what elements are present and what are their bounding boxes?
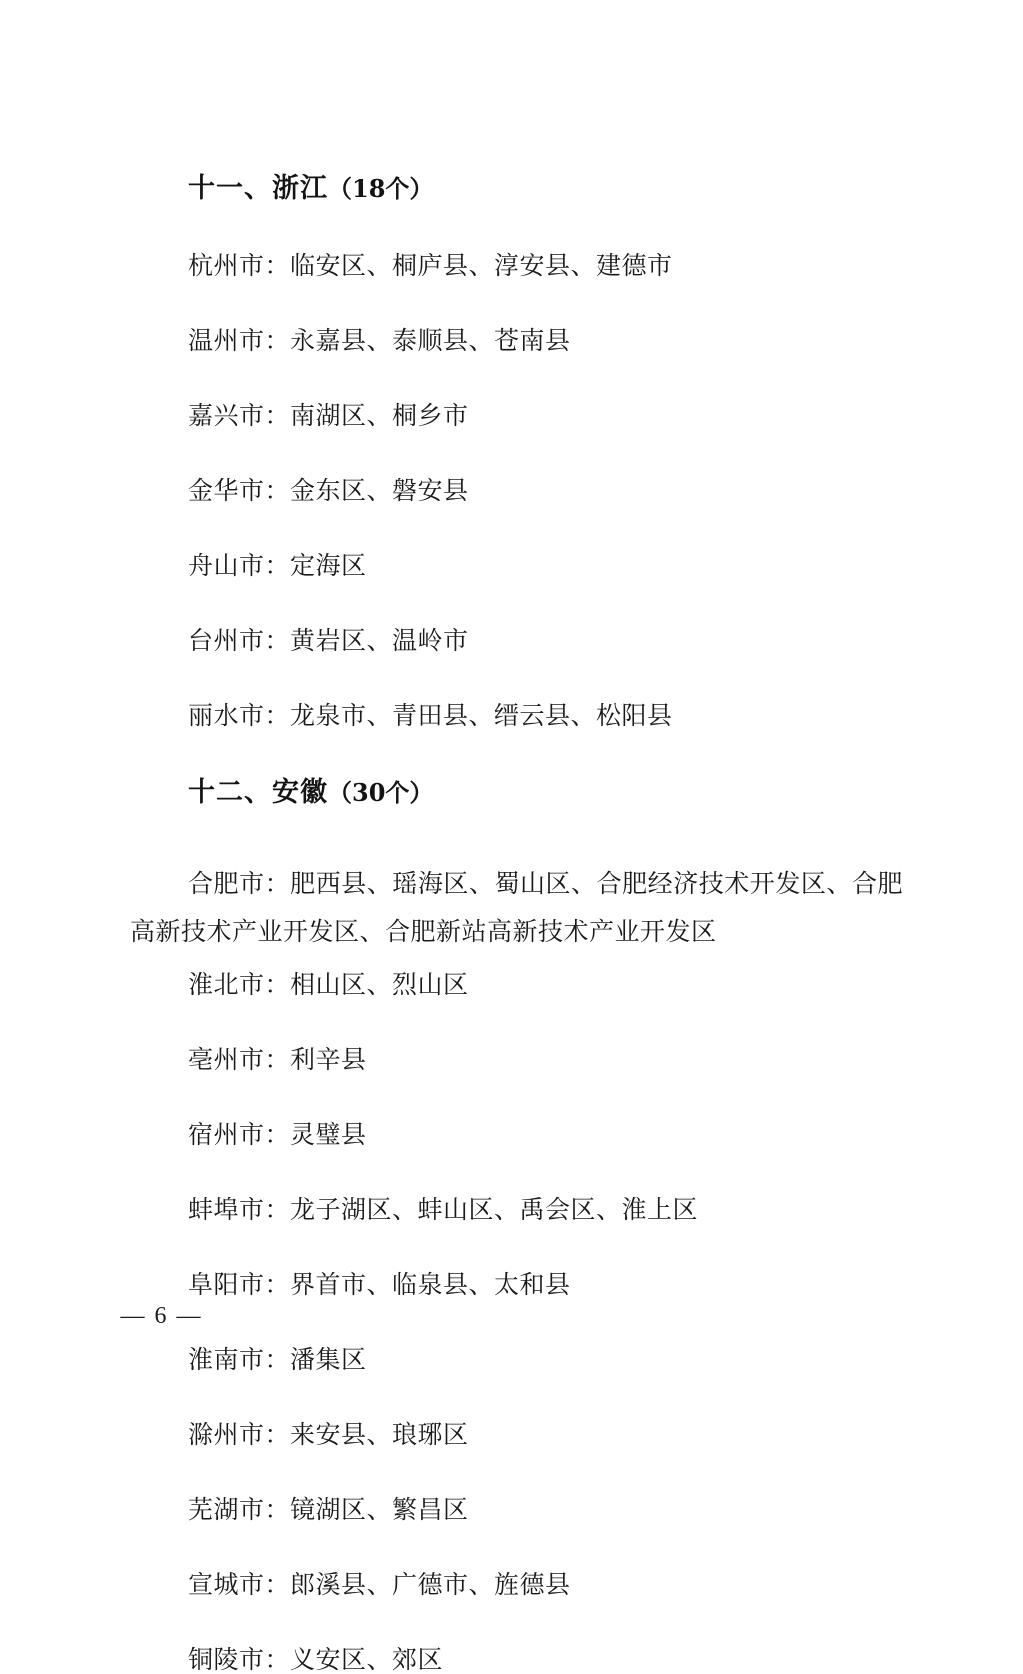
spacer (130, 654, 903, 704)
entry-city-zhoushan: 舟山市： (188, 553, 291, 580)
entry-chuzhou (130, 1423, 903, 1448)
spacer (130, 1223, 903, 1273)
spacer (130, 1448, 903, 1498)
entry-items-fuyang: 界首市、临泉县、太和县 (290, 1272, 571, 1299)
spacer (130, 279, 903, 329)
entry-items-wuhu: 镜湖区、繁昌区 (290, 1497, 469, 1524)
entry-items-zhoushan: 定海区 (290, 553, 367, 580)
entry-huaibei (130, 973, 903, 998)
entry-city-wenzhou: 温州市： (188, 328, 291, 355)
entry-items-bozhou: 利辛县 (290, 1047, 367, 1074)
spacer (130, 957, 903, 973)
page-footer (0, 1303, 1023, 1330)
entry-items-hefei: 肥西县、瑶海区、蜀山区、合肥经济技术开发区、合肥高新技术产业开发区、合肥新站高新技术产业开发区 (130, 871, 903, 946)
entry-items-huaibei: 相山区、烈山区 (290, 972, 469, 999)
entry-city-fuyang: 阜阳市： (188, 1272, 291, 1299)
entry-city-huaibei: 淮北市： (188, 972, 291, 999)
spacer (130, 1373, 903, 1423)
entry-city-chuzhou: 滁州市： (188, 1422, 291, 1449)
spacer (130, 202, 903, 254)
entry-zhoushan (130, 554, 903, 579)
entry-huainan (130, 1348, 903, 1373)
spacer (130, 998, 903, 1048)
entry-city-huainan: 淮南市： (188, 1347, 291, 1374)
entry-city-xuancheng: 宣城市： (188, 1572, 291, 1599)
entry-items-jinhua: 金东区、磐安县 (290, 478, 469, 505)
entry-city-bozhou: 亳州市： (188, 1047, 291, 1074)
entry-hangzhou (130, 254, 903, 279)
document-body (130, 175, 903, 1673)
entry-items-hangzhou: 临安区、桐庐县、淳安县、建德市 (290, 253, 673, 280)
entry-bozhou (130, 1048, 903, 1073)
entry-fuyang (130, 1273, 903, 1298)
entry-items-suzhou: 灵璧县 (290, 1122, 367, 1149)
spacer (130, 1598, 903, 1648)
entry-taizhou (130, 629, 903, 654)
entry-items-taizhou: 黄岩区、温岭市 (290, 628, 469, 655)
entry-city-bengbu: 蚌埠市： (188, 1197, 291, 1224)
entry-city-taizhou: 台州市： (188, 628, 291, 655)
spacer (130, 729, 903, 779)
spacer (130, 354, 903, 404)
entry-city-jinhua: 金华市： (188, 478, 291, 505)
entry-items-bengbu: 龙子湖区、蚌山区、禹会区、淮上区 (290, 1197, 699, 1224)
spacer (130, 579, 903, 629)
entry-city-hefei: 合肥市： (188, 871, 291, 898)
entry-items-huainan: 潘集区 (290, 1347, 367, 1374)
entry-bengbu (130, 1198, 903, 1223)
entry-hefei (130, 861, 903, 957)
entry-city-suzhou: 宿州市： (188, 1122, 291, 1149)
entry-suzhou (130, 1123, 903, 1148)
entry-city-wuhu: 芜湖市： (188, 1497, 291, 1524)
spacer (130, 1523, 903, 1573)
entry-jinhua (130, 479, 903, 504)
entry-items-jiaxing: 南湖区、桐乡市 (290, 403, 469, 430)
spacer (130, 806, 903, 861)
entry-wenzhou (130, 329, 903, 354)
section-title-anhui: 十二、安徽 (188, 777, 328, 808)
page-number: — 6 — (120, 1303, 203, 1329)
entry-items-lishui: 龙泉市、青田县、缙云县、松阳县 (290, 703, 673, 730)
entry-city-jiaxing: 嘉兴市： (188, 403, 291, 430)
spacer (130, 1073, 903, 1123)
entry-city-tongling: 铜陵市： (188, 1647, 291, 1674)
entry-items-wenzhou: 永嘉县、泰顺县、苍南县 (290, 328, 571, 355)
section-heading-zhejiang (130, 175, 903, 202)
entry-city-lishui: 丽水市： (188, 703, 291, 730)
spacer (130, 1148, 903, 1198)
section-count-zhejiang: （18个） (328, 174, 434, 203)
section-heading-anhui (130, 779, 903, 806)
entry-city-hangzhou: 杭州市： (188, 253, 291, 280)
entry-items-tongling: 义安区、郊区 (290, 1647, 444, 1674)
section-count-anhui: （30个） (328, 778, 434, 807)
entry-wuhu (130, 1498, 903, 1523)
spacer (130, 429, 903, 479)
entry-jiaxing (130, 404, 903, 429)
entry-xuancheng (130, 1573, 903, 1598)
entry-lishui (130, 704, 903, 729)
entry-tongling (130, 1648, 903, 1673)
section-title-zhejiang: 十一、浙江 (188, 173, 328, 204)
entry-items-chuzhou: 来安县、琅琊区 (290, 1422, 469, 1449)
entry-items-xuancheng: 郎溪县、广德市、旌德县 (290, 1572, 571, 1599)
spacer (130, 504, 903, 554)
